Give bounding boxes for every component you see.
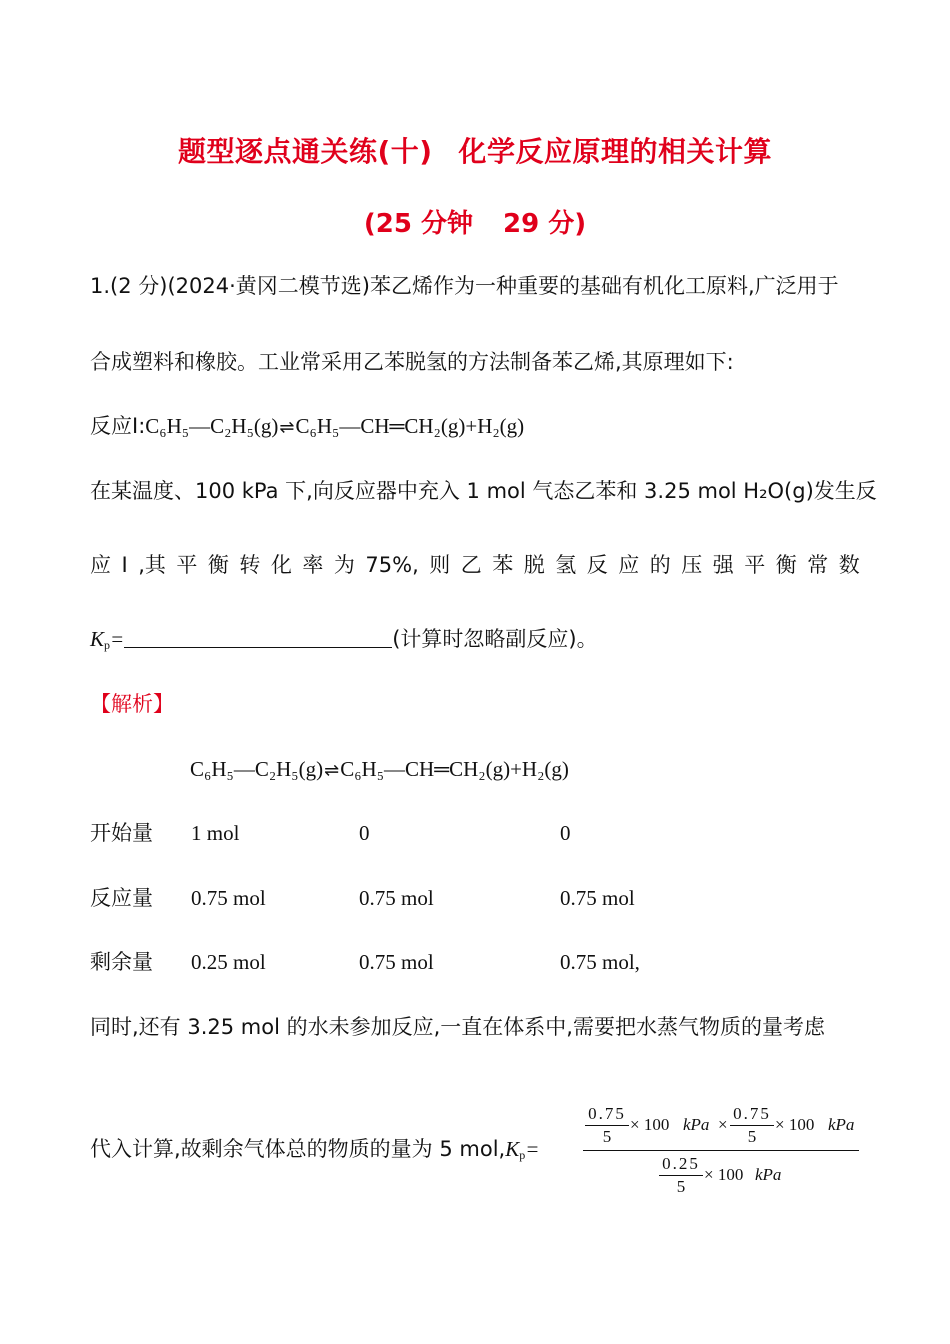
mini-num: 0.75 [733,1104,771,1123]
line5-word: 强 [712,553,734,577]
unit-kpa: kPa [828,1115,855,1134]
analysis-total-text: 代入计算,故剩余气体总的物质的量为 5 mol, [90,1137,506,1161]
reaction-equation [90,411,860,443]
kp-denominator [583,1154,859,1200]
line5-word: 的 [649,553,671,577]
times-100: × 100 [704,1165,744,1184]
mini-fraction [730,1104,774,1147]
time-score: 29 分) [503,209,587,239]
line5-word: 压 [681,553,703,577]
line5-word: Ⅰ [121,553,128,577]
reaction-left: C₆H₅—C₂H₅(g) [145,414,279,438]
mini-den: 5 [676,1177,686,1196]
question-line-6 [90,624,860,654]
mini-num: 0.75 [588,1104,626,1123]
analysis-equation-right: C₆H₅—CH═CH₂(g)+H₂(g) [340,757,569,781]
question-line-5 [90,550,860,580]
time-minutes: (25 分钟 [363,209,473,239]
line5-word: 75%, [365,553,419,577]
row-label-start: 开始量 [90,821,153,845]
mini-den: 5 [602,1127,612,1146]
times-100: × 100 [775,1115,815,1134]
fraction-bar [583,1150,859,1151]
line5-word: 乙 [460,553,482,577]
question-line-6-tail: (计算时忽略副反应)。 [392,627,598,651]
row-label-remaining: 剩余量 [90,950,153,974]
table-cell: 0 [359,821,370,845]
line5-word: 数 [838,553,860,577]
analysis-tag: 【解析】 [90,692,174,716]
table-cell: 0.25 mol [191,950,266,974]
equilibrium-arrow-icon: ⇌ [279,417,295,438]
line5-word: 化 [270,553,292,577]
question-line-4: 在某温度、100 kPa 下,向反应器中充入 1 mol 气态乙苯和 3.25 mol H₂O(g)发生反 [90,479,877,503]
question-line-2: 合成塑料和橡胶。工业常采用乙苯脱氢的方法制备苯乙烯,其原理如下: [90,350,734,374]
line5-word: 应 [90,553,111,577]
line5-word: 转 [239,553,261,577]
unit-kpa: kPa [755,1165,782,1184]
table-cell: 1 mol [191,821,240,845]
times-sign: × [718,1115,728,1134]
line5-word: 率 [302,553,324,577]
line5-word: 衡 [775,553,797,577]
line5-word: 则 [429,553,451,577]
analysis-equation-left: C₆H₅—C₂H₅(g) [190,757,324,781]
kp-label: $K_p=$ [90,627,125,652]
line5-word: 脱 [523,553,545,577]
mini-fraction [659,1154,703,1197]
line5-word: 平 [744,553,766,577]
reaction-label: 反应Ⅰ: [90,414,146,438]
line5-word: ,其 [138,553,166,577]
analysis-kp-label: $K_p=$ [505,1137,540,1162]
table-cell: 0.75 mol, [560,950,640,974]
line5-word: 为 [333,553,355,577]
time-limit [0,203,950,240]
row-label-reacted: 反应量 [90,886,153,910]
title-part1: 题型逐点通关练(十) [177,135,433,168]
reaction-right: C₆H₅—CH═CH₂(g)+H₂(g) [295,414,525,438]
table-cell: 0.75 mol [359,886,434,910]
line5-word: 苯 [492,553,514,577]
table-cell: 0.75 mol [191,886,266,910]
analysis-equation [190,754,950,786]
line5-word: 平 [176,553,198,577]
analysis-total-line [90,1134,590,1164]
line5-word: 衡 [207,553,229,577]
question-line-1: 1.(2 分)(2024·黄冈二模节选)苯乙烯作为一种重要的基础有机化工原料,广泛用于 [90,274,839,298]
line5-word: 反 [586,553,608,577]
line5-word: 常 [807,553,829,577]
kp-numerator [583,1102,859,1150]
times-100: × 100 [630,1115,670,1134]
analysis-water-line: 同时,还有 3.25 mol 的水未参加反应,一直在体系中,需要把水蒸气物质的量考虑 [90,1015,825,1039]
line5-word: 应 [618,553,640,577]
mini-den: 5 [747,1127,757,1146]
page-title [0,130,950,170]
title-part2: 化学反应原理的相关计算 [458,135,773,168]
line5-word: 氢 [555,553,577,577]
answer-blank[interactable] [124,627,392,648]
table-cell: 0.75 mol [359,950,434,974]
table-cell: 0.75 mol [560,886,635,910]
table-cell: 0 [560,821,571,845]
mini-num: 0.25 [662,1154,700,1173]
unit-kpa: kPa [683,1115,710,1134]
mini-fraction [585,1104,629,1147]
equilibrium-arrow-icon: ⇌ [324,760,340,781]
